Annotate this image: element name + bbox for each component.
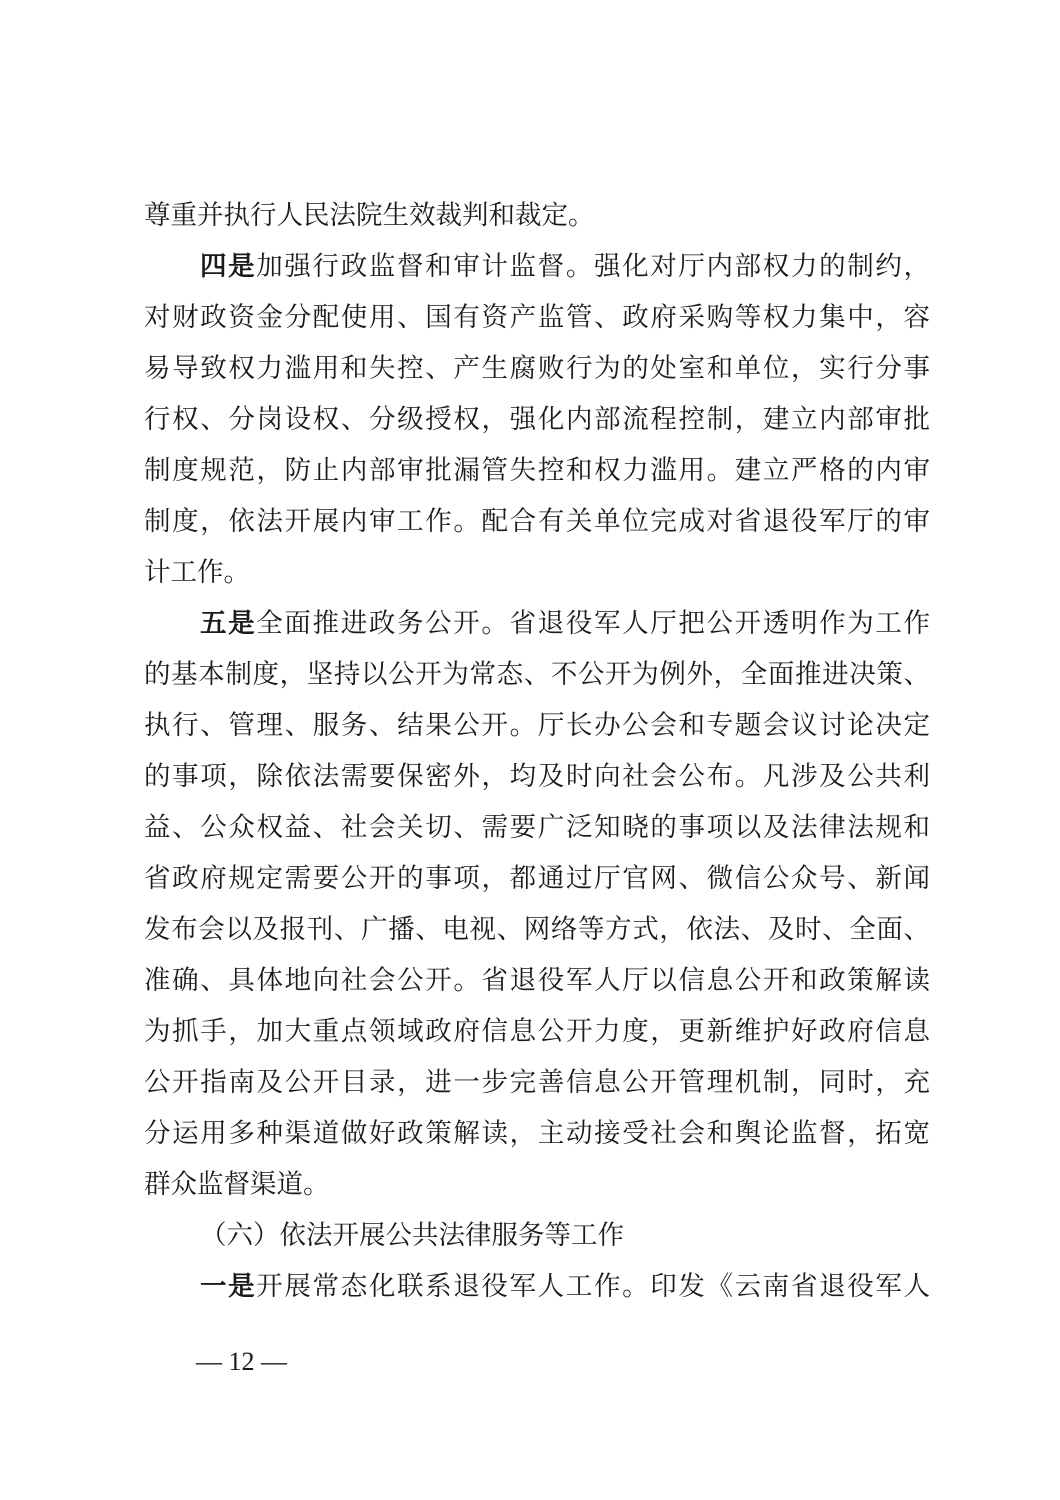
- paragraph-lead-label: 一是: [200, 1271, 257, 1302]
- body-text-line: 制度规范，防止内部审批漏管失控和权力滥用。建立严格的内审: [144, 455, 930, 486]
- body-text-line: 尊重并执行人民法院生效裁判和裁定。: [144, 200, 595, 231]
- body-text-line: 发布会以及报刊、广播、电视、网络等方式，依法、及时、全面、: [144, 914, 930, 945]
- body-text-line: 执行、管理、服务、结果公开。厅长办公会和专题会议讨论决定: [144, 710, 930, 741]
- paragraph-lead-label: 四是: [200, 251, 257, 282]
- paragraph-first-line: [144, 598, 930, 649]
- body-text-line: 准确、具体地向社会公开。省退役军人厅以信息公开和政策解读: [144, 965, 930, 996]
- body-text-line: 省政府规定需要公开的事项，都通过厅官网、微信公众号、新闻: [144, 863, 930, 894]
- document-body: [144, 190, 930, 1312]
- paragraph-first-line-text: 加强行政监督和审计监督。强化对厅内部权力的制约，: [256, 251, 931, 282]
- body-text-line: 公开指南及公开目录，进一步完善信息公开管理机制，同时，充: [144, 1067, 930, 1098]
- body-text-line: 益、公众权益、社会关切、需要广泛知晓的事项以及法律法规和: [144, 812, 930, 843]
- paragraph-first-line: [144, 1261, 930, 1312]
- section-heading: （六）依法开展公共法律服务等工作: [200, 1220, 624, 1251]
- body-text-line: 分运用多种渠道做好政策解读，主动接受社会和舆论监督，拓宽: [144, 1118, 930, 1149]
- page-number: — 12 —: [196, 1347, 287, 1376]
- body-text-line: 易导致权力滥用和失控、产生腐败行为的处室和单位，实行分事: [144, 353, 930, 384]
- body-text-line: 的事项，除依法需要保密外，均及时向社会公布。凡涉及公共利: [144, 761, 930, 792]
- body-text-line: 对财政资金分配使用、国有资产监管、政府采购等权力集中，容: [144, 302, 930, 333]
- body-text-line: 群众监督渠道。: [144, 1169, 330, 1200]
- body-text-line: 制度，依法开展内审工作。配合有关单位完成对省退役军厅的审: [144, 506, 930, 537]
- paragraph-lead-label: 五是: [200, 608, 257, 639]
- paragraph-first-line-text: 全面推进政务公开。省退役军人厅把公开透明作为工作: [256, 608, 931, 639]
- body-text-line: 为抓手，加大重点领域政府信息公开力度，更新维护好政府信息: [144, 1016, 930, 1047]
- body-text-line: 计工作。: [144, 557, 250, 588]
- body-text-line: 的基本制度，坚持以公开为常态、不公开为例外，全面推进决策、: [144, 659, 930, 690]
- paragraph-first-line-text: 开展常态化联系退役军人工作。印发《云南省退役军人: [256, 1271, 931, 1302]
- body-text-line: 行权、分岗设权、分级授权，强化内部流程控制，建立内部审批: [144, 404, 930, 435]
- paragraph-first-line: [144, 241, 930, 292]
